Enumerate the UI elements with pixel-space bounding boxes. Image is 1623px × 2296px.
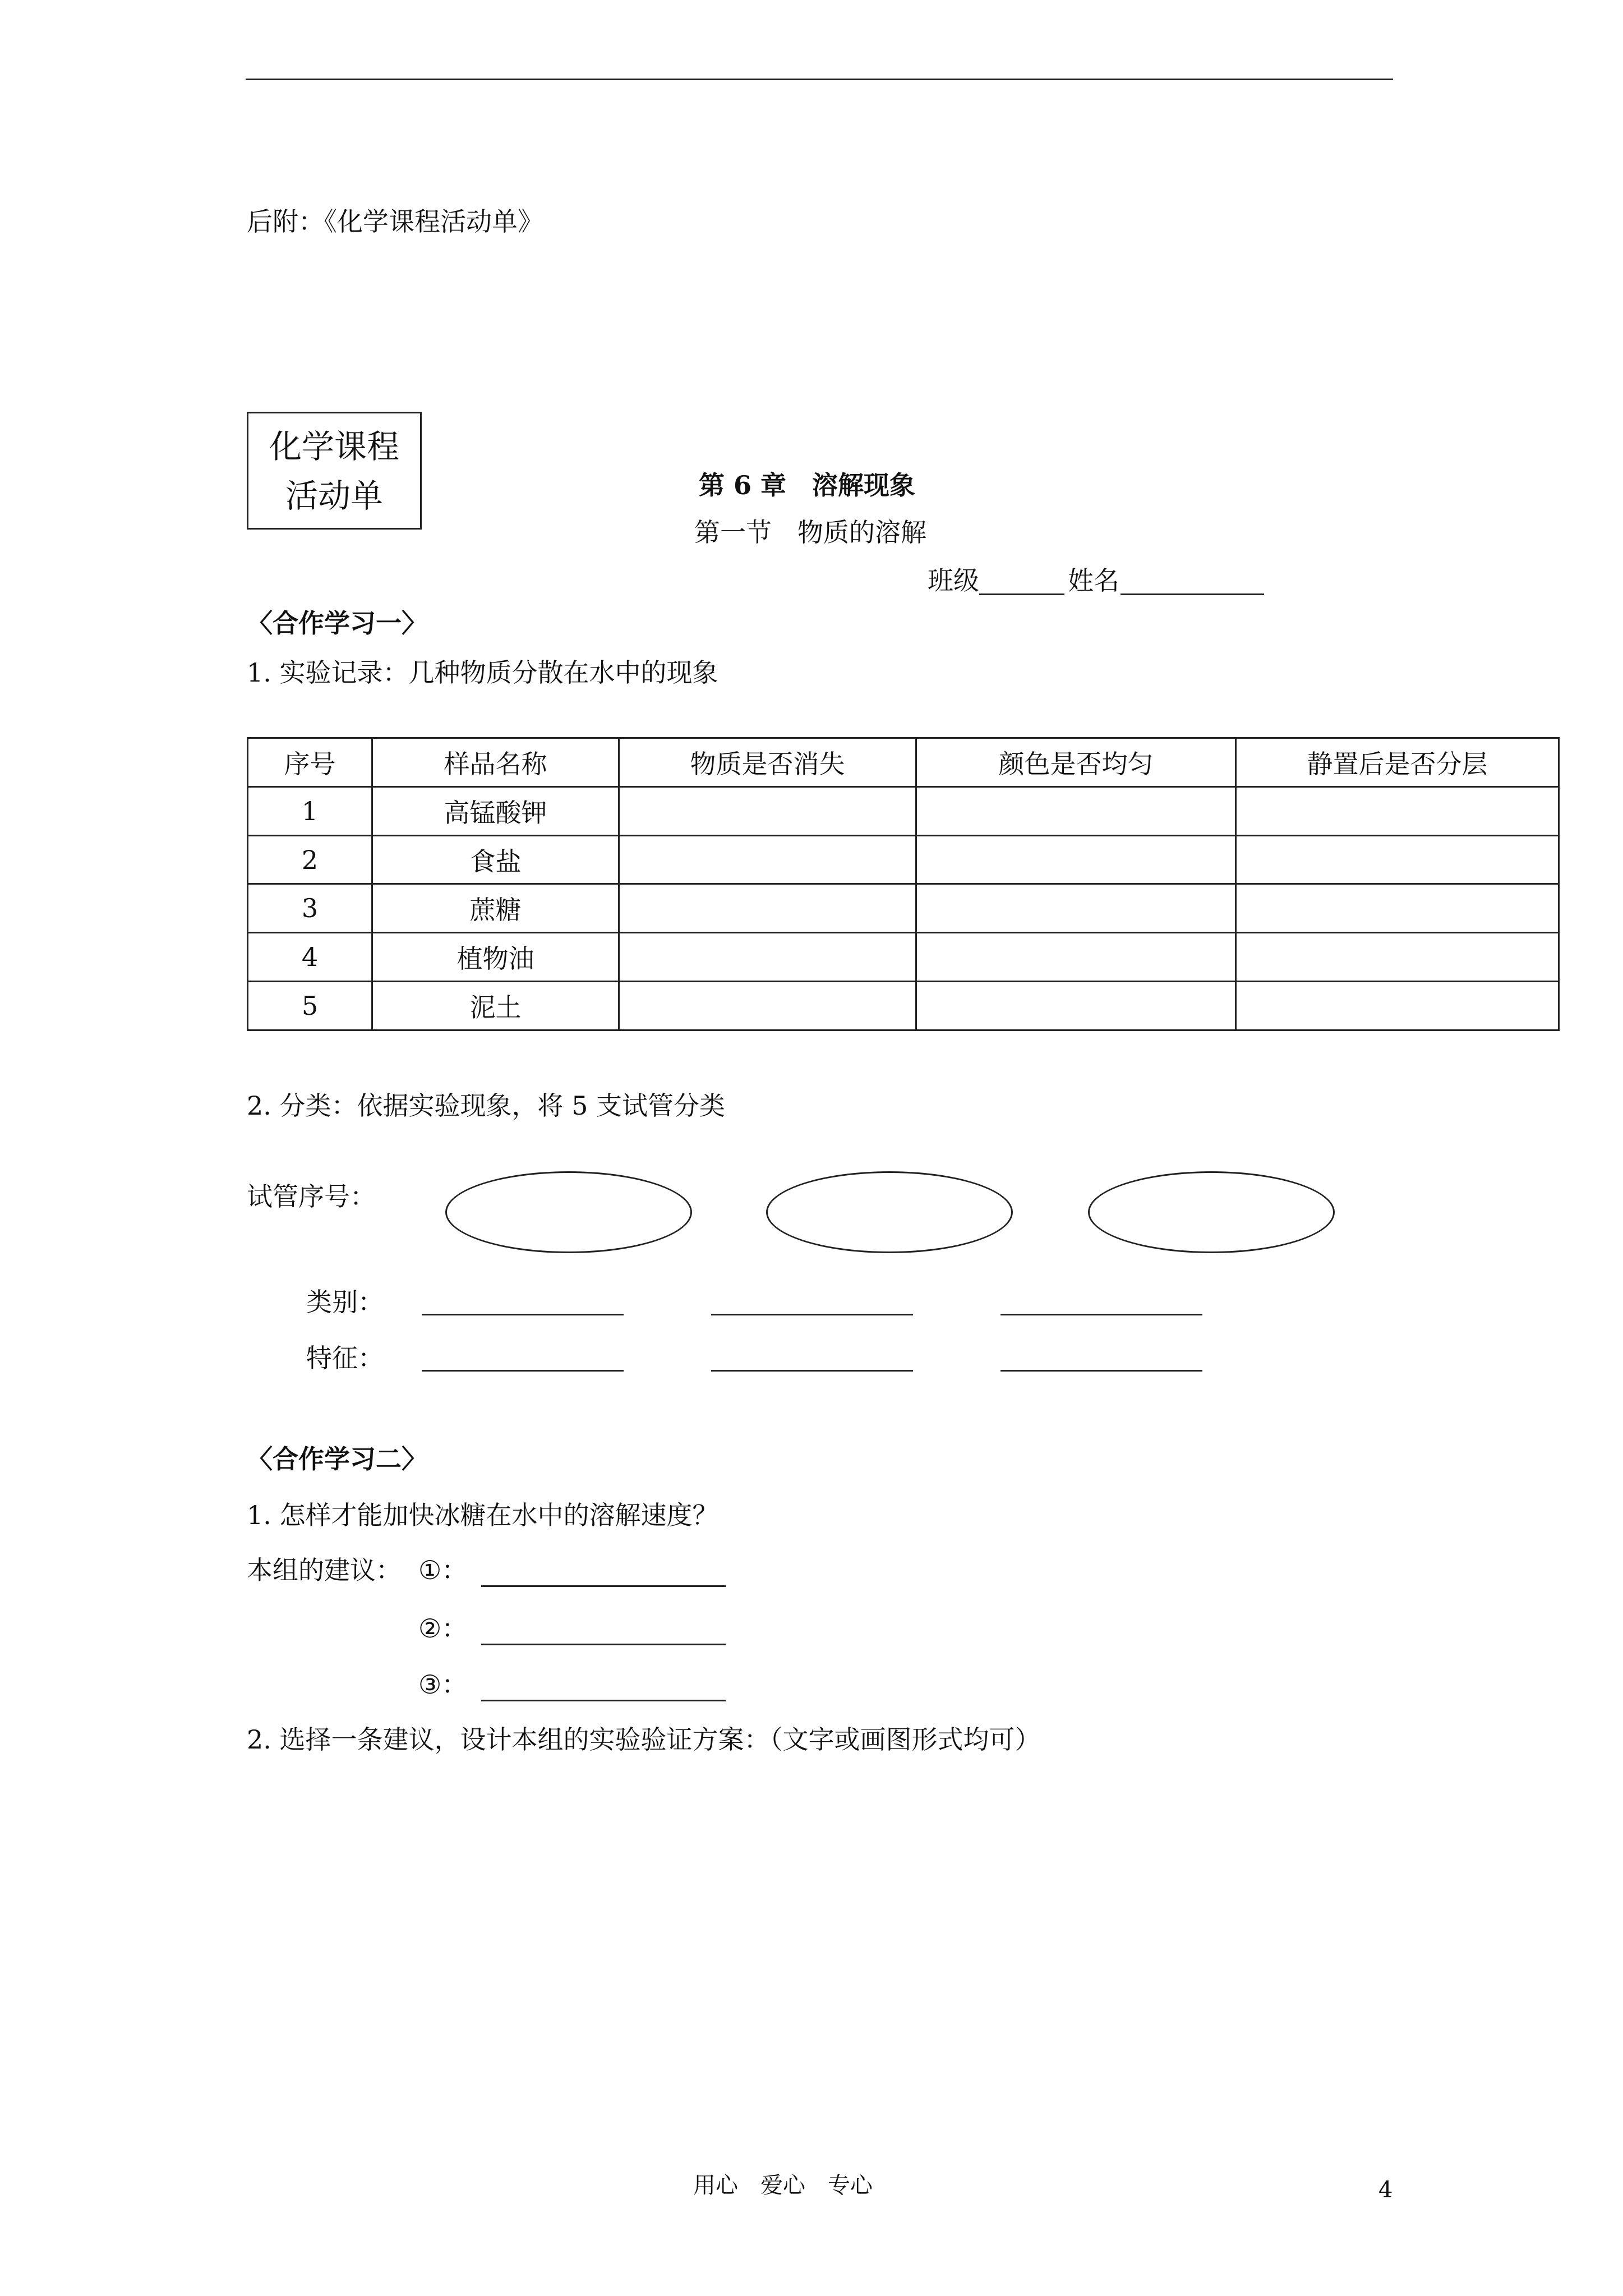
class-label: 班级 xyxy=(928,565,979,596)
experiment-table xyxy=(247,737,1560,1031)
part2-question1: 1. 怎样才能加快冰糖在水中的溶解速度？ xyxy=(247,1500,718,1530)
sample-name: 蔗糖 xyxy=(372,884,619,933)
blank-cell[interactable] xyxy=(1236,786,1559,835)
blank-cell[interactable] xyxy=(619,786,916,835)
chapter-title: 第 6 章 溶解现象 xyxy=(699,470,916,500)
blank-cell[interactable] xyxy=(1236,933,1559,982)
table-row xyxy=(248,835,1559,884)
category-field-3[interactable] xyxy=(1000,1314,1202,1315)
row-number: 3 xyxy=(248,884,372,933)
suggestion-field-3[interactable] xyxy=(481,1700,726,1701)
blank-cell[interactable] xyxy=(1236,982,1559,1030)
table-header-row xyxy=(248,738,1559,787)
name-field[interactable] xyxy=(1121,593,1264,595)
table-row xyxy=(248,982,1559,1030)
row-number: 1 xyxy=(248,786,372,835)
part1-question1: 1. 实验记录：几种物质分散在水中的现象 xyxy=(247,657,718,688)
course-badge xyxy=(247,412,422,530)
blank-cell[interactable] xyxy=(619,835,916,884)
sample-name: 高锰酸钾 xyxy=(372,786,619,835)
feature-field-3[interactable] xyxy=(1000,1370,1202,1372)
class-field[interactable] xyxy=(979,593,1064,595)
header-rule xyxy=(246,79,1393,80)
suggestion-label: 本组的建议： xyxy=(247,1555,402,1585)
row-number: 5 xyxy=(248,982,372,1030)
blank-cell[interactable] xyxy=(619,982,916,1030)
tube-group-2[interactable] xyxy=(766,1171,1013,1253)
suggestion-field-2[interactable] xyxy=(481,1644,726,1645)
blank-cell[interactable] xyxy=(916,835,1236,884)
col-header: 静置后是否分层 xyxy=(1236,738,1559,787)
blank-cell[interactable] xyxy=(619,884,916,933)
part2-heading: 〈合作学习二〉 xyxy=(247,1444,427,1474)
badge-line1: 化学课程 xyxy=(269,427,399,466)
row-number: 4 xyxy=(248,933,372,982)
blank-cell[interactable] xyxy=(1236,884,1559,933)
feature-field-2[interactable] xyxy=(711,1370,913,1372)
sample-name: 植物油 xyxy=(372,933,619,982)
category-field-2[interactable] xyxy=(711,1314,913,1315)
appendix-note: 后附：《化学课程活动单》 xyxy=(247,206,543,237)
table-row xyxy=(248,933,1559,982)
blank-cell[interactable] xyxy=(916,933,1236,982)
col-header: 样品名称 xyxy=(372,738,619,787)
section-title: 第一节 物质的溶解 xyxy=(694,517,926,547)
part1-question2: 2. 分类：依据实验现象，将 5 支试管分类 xyxy=(247,1091,726,1121)
page-number: 4 xyxy=(1378,2177,1393,2203)
row-number: 2 xyxy=(248,835,372,884)
sample-name: 泥土 xyxy=(372,982,619,1030)
badge-line2: 活动单 xyxy=(285,477,383,515)
table-row xyxy=(248,884,1559,933)
col-header: 颜色是否均匀 xyxy=(916,738,1236,787)
feature-field-1[interactable] xyxy=(422,1370,624,1372)
blank-cell[interactable] xyxy=(619,933,916,982)
footer-motto: 用心 爱心 专心 xyxy=(693,2173,873,2198)
suggestion-marker-3: ③： xyxy=(418,1669,468,1700)
blank-cell[interactable] xyxy=(916,884,1236,933)
tube-group-3[interactable] xyxy=(1088,1171,1335,1253)
suggestion-marker-1: ①： xyxy=(418,1555,468,1585)
suggestion-field-1[interactable] xyxy=(481,1585,726,1587)
tube-label: 试管序号： xyxy=(247,1181,376,1212)
part2-question2: 2. 选择一条建议，设计本组的实验验证方案：（文字或画图形式均可） xyxy=(247,1724,1041,1755)
table-row xyxy=(248,786,1559,835)
category-field-1[interactable] xyxy=(422,1314,624,1315)
col-header: 物质是否消失 xyxy=(619,738,916,787)
name-label: 姓名 xyxy=(1068,565,1119,596)
category-label: 类别： xyxy=(306,1287,384,1317)
part1-heading: 〈合作学习一〉 xyxy=(247,608,427,638)
feature-label: 特征： xyxy=(306,1343,384,1373)
tube-group-1[interactable] xyxy=(445,1171,692,1253)
sample-name: 食盐 xyxy=(372,835,619,884)
blank-cell[interactable] xyxy=(916,982,1236,1030)
blank-cell[interactable] xyxy=(916,786,1236,835)
suggestion-marker-2: ②： xyxy=(418,1613,468,1644)
blank-cell[interactable] xyxy=(1236,835,1559,884)
col-header: 序号 xyxy=(248,738,372,787)
